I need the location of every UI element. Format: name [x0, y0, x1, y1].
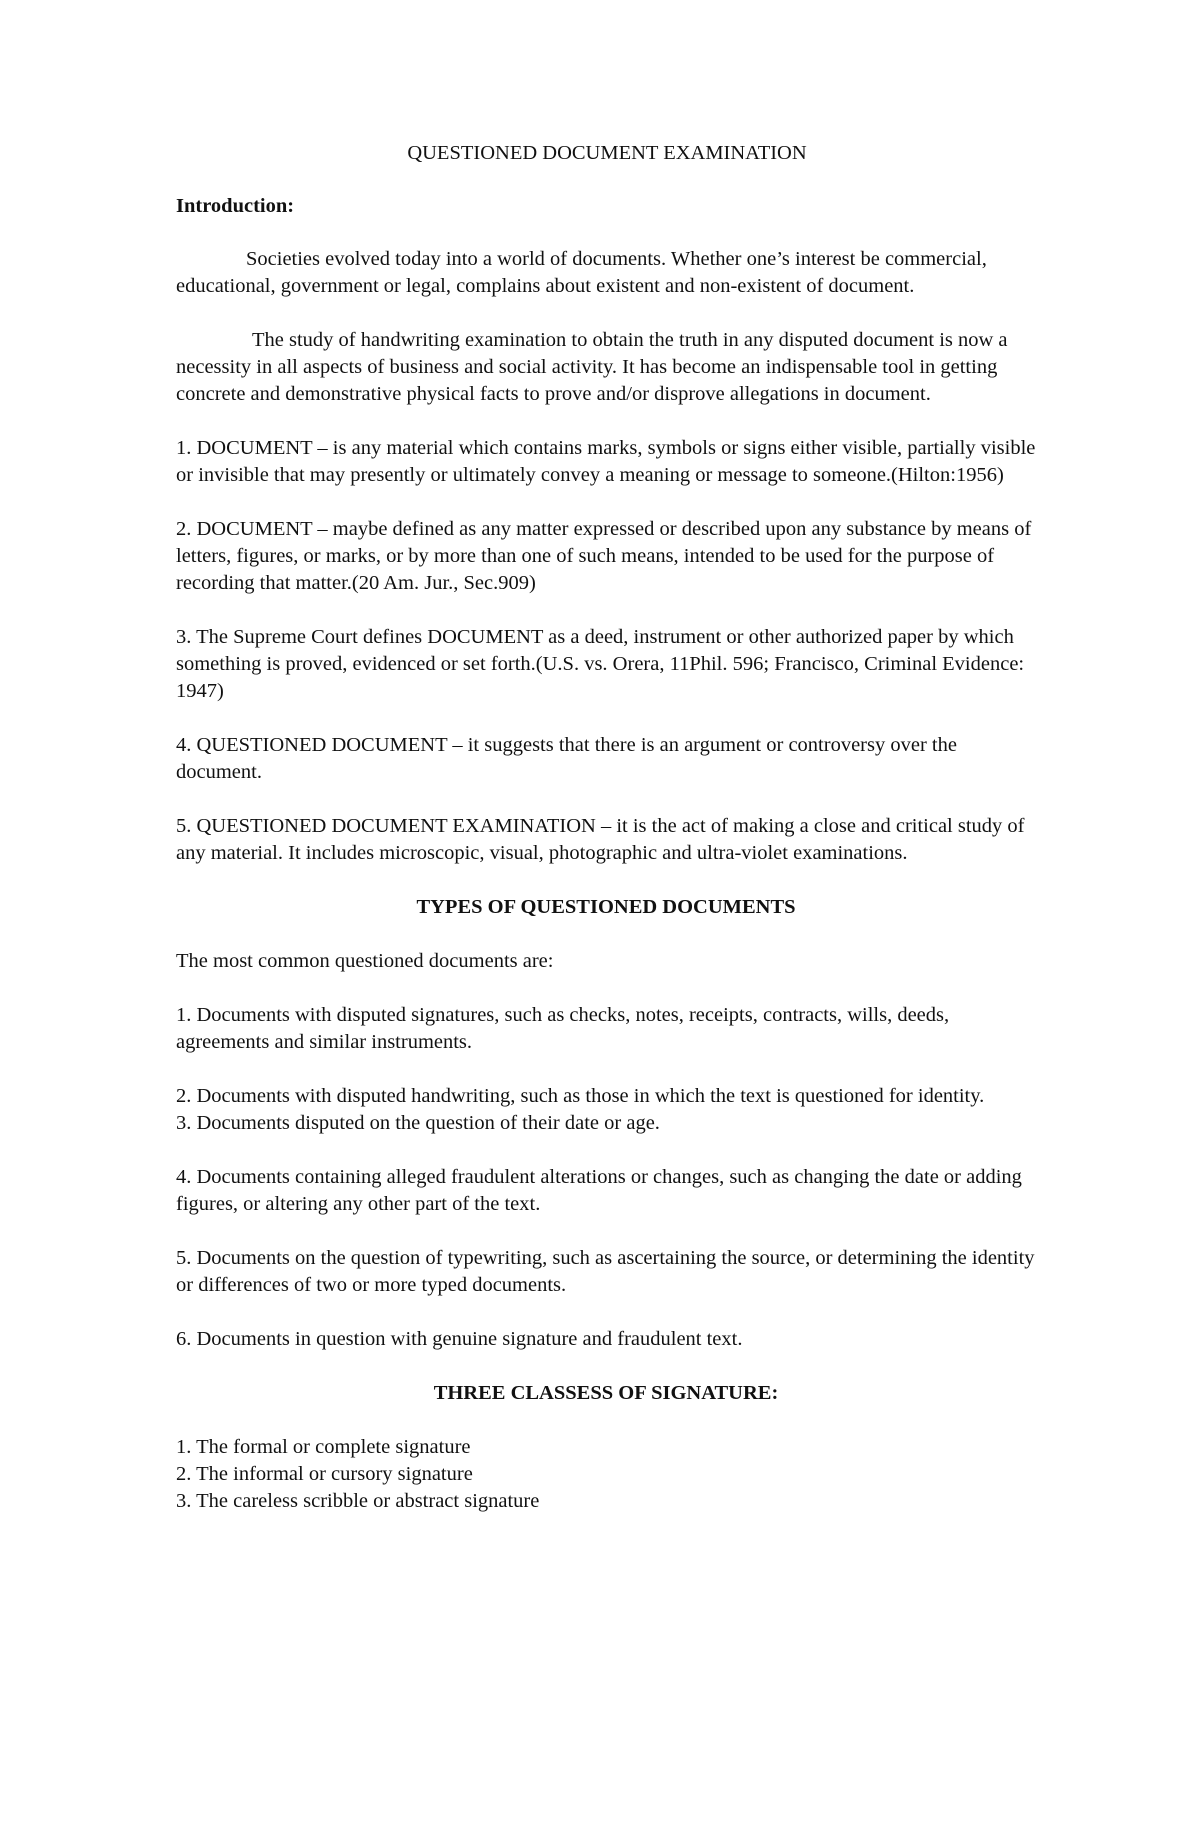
- document-page: [176, 140, 1036, 1542]
- document-title: QUESTIONED DOCUMENT EXAMINATION: [407, 142, 807, 164]
- classes-heading: THREE CLASSESS OF SIGNATURE:: [433, 1382, 779, 1404]
- definition-item: 2. DOCUMENT – maybe defined as any matter expressed or described upon any substance by means of letters, figures, or marks, or by more than one of such means, intended to be used for the purpose of recording that matter.(20 Am. Jur., Sec.909): [176, 518, 1032, 594]
- classes-list: [176, 1434, 1036, 1515]
- definition-item: 3. The Supreme Court defines DOCUMENT as a deed, instrument or other authorized paper by which something is proved, evidenced or set forth.(U.S. vs. Orera, 11Phil. 596; Francisco, Criminal Evidence: 1947): [176, 626, 1025, 702]
- type-item: 6. Documents in question with genuine signature and fraudulent text.: [176, 1328, 743, 1350]
- types-heading: TYPES OF QUESTIONED DOCUMENTS: [416, 896, 796, 918]
- intro-paragraph: The study of handwriting examination to obtain the truth in any disputed document is now a necessity in all aspects of business and social activity. It has become an indispensable tool in getting concrete and demonstrative physical facts to prove and/or disprove allegations in document.: [176, 329, 1008, 405]
- class-item: 1. The formal or complete signature: [176, 1436, 471, 1458]
- type-item: 2. Documents with disputed handwriting, such as those in which the text is questioned for identity.: [176, 1085, 985, 1107]
- type-item: 4. Documents containing alleged fraudulent alterations or changes, such as changing the date or adding figures, or altering any other part of the text.: [176, 1166, 1022, 1215]
- definition-item: 5. QUESTIONED DOCUMENT EXAMINATION – it is the act of making a close and critical study of any material. It includes microscopic, visual, photographic and ultra-violet examinations.: [176, 815, 1025, 864]
- type-item: 1. Documents with disputed signatures, such as checks, notes, receipts, contracts, wills, deeds, agreements and similar instruments.: [176, 1004, 950, 1053]
- definition-item: 1. DOCUMENT – is any material which contains marks, symbols or signs either visible, partially visible or invisible that may presently or ultimately convey a meaning or message to someone.(Hilton:1956): [176, 437, 1036, 486]
- type-group: [176, 1083, 1036, 1137]
- introduction-heading: Introduction:: [176, 195, 295, 217]
- class-item: 2. The informal or cursory signature: [176, 1463, 473, 1485]
- type-item: 5. Documents on the question of typewriting, such as ascertaining the source, or determining the identity or differences of two or more typed documents.: [176, 1247, 1035, 1296]
- definition-item: 4. QUESTIONED DOCUMENT – it suggests that there is an argument or controversy over the document.: [176, 734, 957, 783]
- type-item: 3. Documents disputed on the question of their date or age.: [176, 1112, 660, 1134]
- class-item: 3. The careless scribble or abstract signature: [176, 1490, 540, 1512]
- types-intro: The most common questioned documents are:: [176, 950, 554, 972]
- intro-paragraph: Societies evolved today into a world of documents. Whether one’s interest be commercial, educational, government or legal, complains about existent and non-existent of document.: [176, 248, 987, 297]
